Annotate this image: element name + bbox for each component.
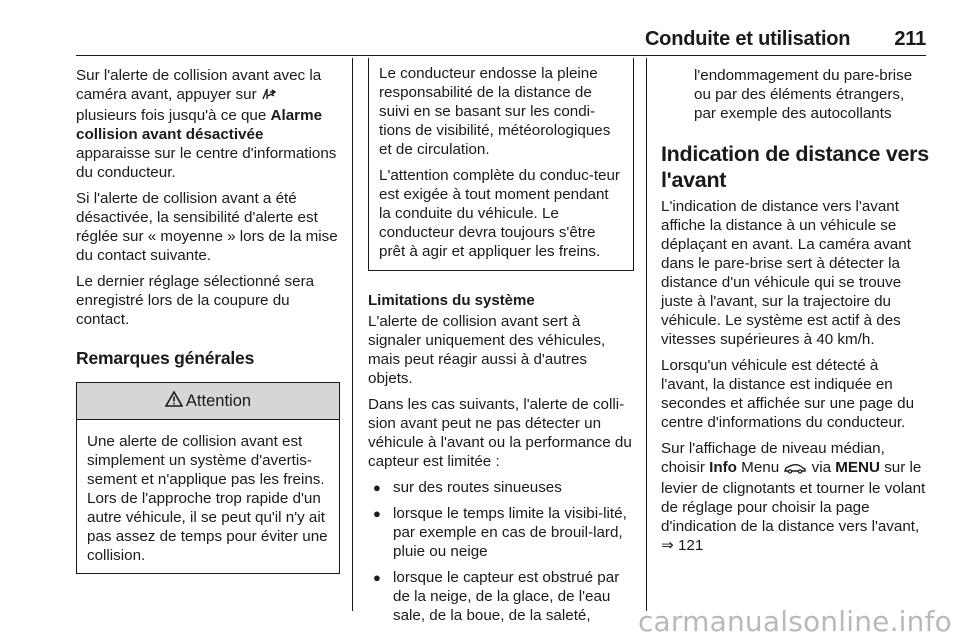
column-divider-2 — [646, 58, 647, 611]
heading-system-limits: Limitations du système — [368, 292, 535, 309]
paragraph-collision-off: Sur l'alerte de collision avant avec la caméra avant, appuyer sur plusieurs fois jusqu'à ce que Alarme collision avant désactivée apparaisse sur le centre d'informations du conducteur. — [76, 67, 337, 181]
list-item-continued: l'endommagement du pare-brise ou par des éléments étrangers, par exemple des autocollants — [694, 67, 913, 122]
paragraph-vehicle-detected: Lorsqu'un véhicule est détecté à l'avant, la distance est indiquée en secondes et affichée sur une page du centre d'informations du conducteur. — [661, 357, 915, 431]
page-ref-arrow-icon: ⇒ — [661, 537, 674, 554]
warning-responsibility: Le conducteur endosse la pleine responsabilité de la distance de suivi en se basant sur les condi-tions de visibilité, météorologiques et de circulation. — [379, 65, 611, 158]
list-item: ● sur des routes sinueuses — [368, 478, 634, 497]
warning-attention: L'attention complète du conduc-teur est exigée à tout moment pendant la conduite du véhicule. Le conducteur devra toujours s'être prêt à agir et appliquer les freins. — [379, 167, 620, 260]
page-number: 211 — [894, 28, 926, 50]
heading-general-remarks: Remarques générales — [76, 348, 255, 368]
heading-distance-indication: Indication de distance vers l'avant — [661, 142, 929, 192]
warning-box — [76, 382, 340, 574]
paragraph-last-setting: Le dernier réglage sélectionné sera enregistré lors de la coupure du contact. — [76, 273, 315, 328]
warning-box-continued — [368, 58, 634, 271]
page-reference-link[interactable]: 121 — [673, 537, 704, 554]
paragraph-sensitivity: Si l'alerte de collision avant a été désactivée, la sensibilité d'alerte est réglée sur « moyenne » lors de la mise du contact suivante. — [76, 190, 338, 264]
column-1 — [76, 66, 340, 574]
list-item: ● lorsque le temps limite la visibi-lité, par exemple en cas de brouil-lard, pluie ou neige — [368, 504, 634, 561]
warning-header: Attention — [77, 382, 339, 420]
car-icon — [783, 460, 807, 479]
watermark: carmanualsonline.info — [637, 605, 952, 638]
section-title: Conduite et utilisation — [644, 28, 851, 50]
collision-alert-icon — [261, 87, 277, 106]
column-2 — [368, 66, 634, 632]
warning-body: Une alerte de collision avant est simplement un système d'avertis-sement et n'applique pas les freins. Lors de l'approche trop rapide d'un autre véhicule, il se peut qu'il n'y ait pas assez de temps pour éviter une collision. — [87, 433, 328, 564]
warning-triangle-icon — [165, 391, 183, 412]
paragraph-cases: Dans les cas suivants, l'alerte de colli-sion avant peut ne pas détecter un véhicule à l'avant ou la performance du capteur est limitée : — [368, 396, 632, 470]
list-item: ● lorsque le capteur est obstrué par de la neige, de la glace, de l'eau sale, de la boue, de la saleté, — [368, 568, 634, 625]
column-divider-1 — [352, 58, 353, 611]
paragraph-distance-desc: L'indication de distance vers l'avant affiche la distance à un véhicule se déplaçant en avant. La caméra avant dans le pare-brise sert à détecter la distance d'un véhicule qui se trouve juste à l'avant, sur la trajectoire du véhicule. Le système est actif à des vitesses supérieures à 40 km/h. — [661, 198, 911, 348]
paragraph-menu-instructions: Sur l'affichage de niveau médian, choisir Info Menu via MENU sur le levier de clignotants et tourner le volant de réglage pour choisir la page d'indication de la distance vers l'avant, ⇒ 121 — [661, 440, 926, 554]
paragraph-signals: L'alerte de collision avant sert à signaler uniquement des véhicules, mais peut réagir aussi à d'autres objets. — [368, 313, 606, 387]
column-3 — [661, 66, 929, 562]
limitations-list — [368, 478, 634, 625]
page-header — [76, 28, 926, 52]
header-rule — [76, 55, 926, 56]
